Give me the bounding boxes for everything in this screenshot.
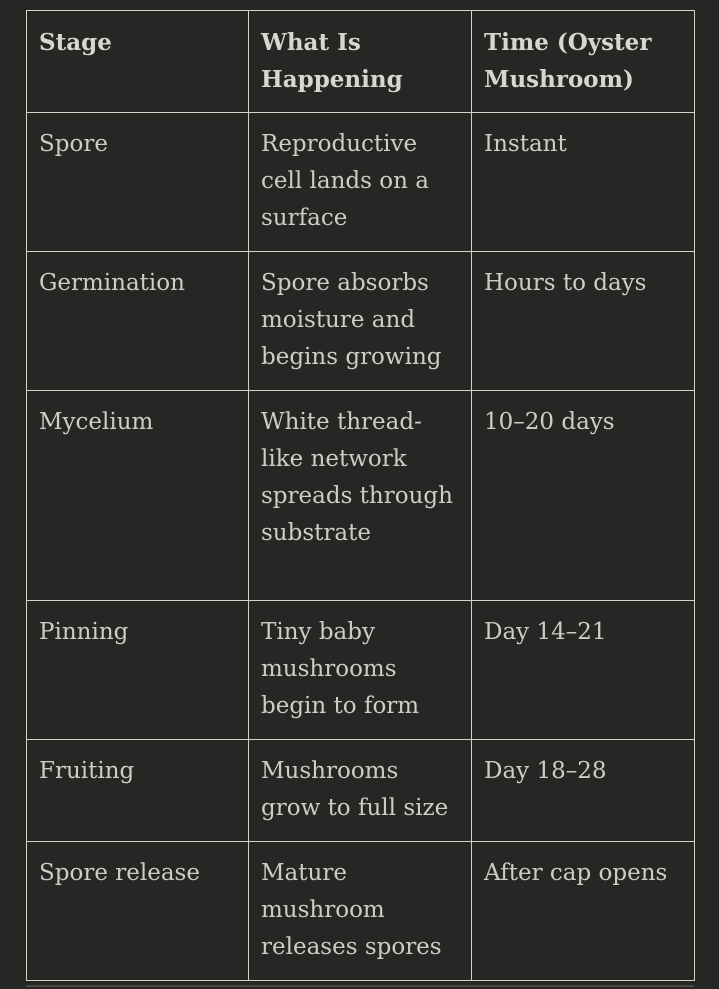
header-what-is-happening: What Is Happening [249,11,472,113]
cell-description: Tiny baby mushrooms begin to form [249,601,472,740]
table-row [27,842,695,981]
cell-time: 10–20 days [472,391,695,601]
cell-time: After cap opens [472,842,695,981]
header-stage: Stage [27,11,249,113]
table-row [27,601,695,740]
cell-stage: Pinning [27,601,249,740]
bottom-divider [26,985,694,987]
cell-time: Day 18–28 [472,740,695,842]
header-time: Time (Oyster Mushroom) [472,11,695,113]
cell-time: Hours to days [472,252,695,391]
cell-stage: Mycelium [27,391,249,601]
cell-stage: Spore [27,113,249,252]
table-row [27,391,695,601]
cell-stage: Germination [27,252,249,391]
cell-stage: Spore release [27,842,249,981]
cell-time: Instant [472,113,695,252]
cell-description: Spore absorbs moisture and begins growing [249,252,472,391]
cell-description: White thread-like network spreads through substrate [249,391,472,601]
table-header-row [27,11,695,113]
cell-time: Day 14–21 [472,601,695,740]
table-row [27,740,695,842]
cell-description: Mature mushroom releases spores [249,842,472,981]
mushroom-stages-table-container [26,10,694,981]
table-row [27,113,695,252]
cell-stage: Fruiting [27,740,249,842]
cell-description: Mushrooms grow to full size [249,740,472,842]
table-row [27,252,695,391]
mushroom-stages-table [26,10,695,981]
cell-description: Reproductive cell lands on a surface [249,113,472,252]
